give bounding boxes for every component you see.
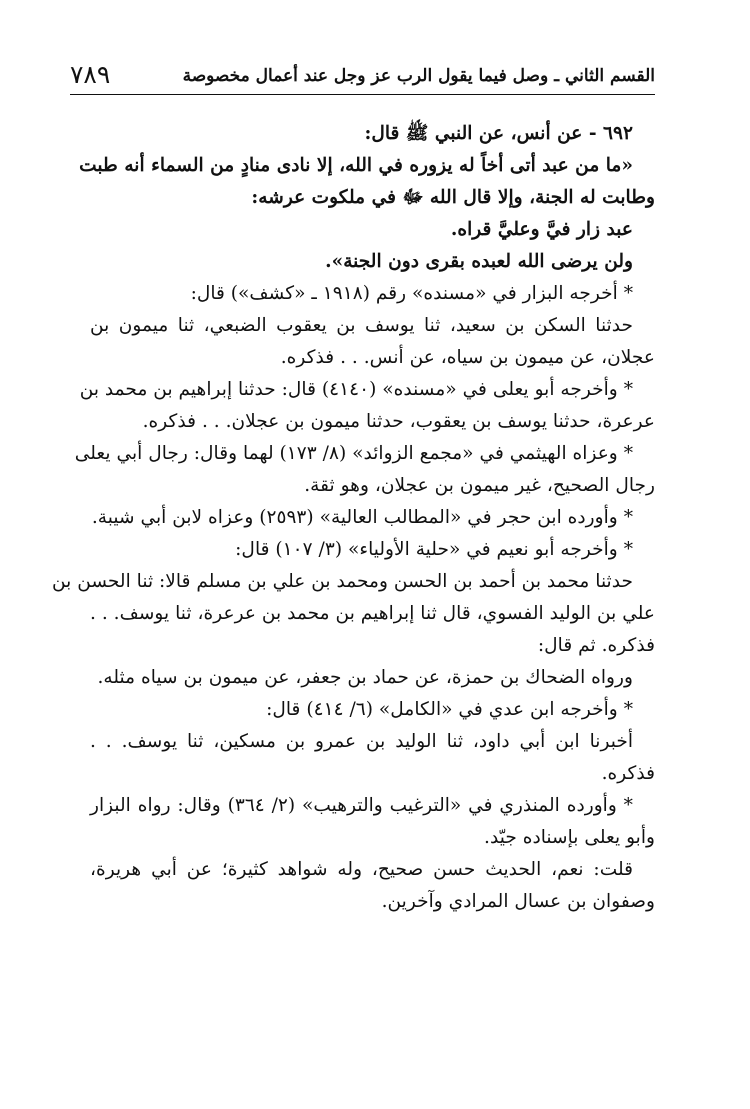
text-line: ولن يرضى الله لعبده بقرى دون الجنة». [325,251,633,272]
text-line: فذكره. [601,763,655,784]
text-line: وصفوان بن عسال المرادي وآخرين. [381,891,655,912]
running-title: القسم الثاني ـ وصل فيما يقول الرب عز وجل عند أعمال مخصوصة [175,62,655,90]
text-line: عجلان، عن ميمون بن سياه، عن أنس. . . فذكره. [280,347,655,368]
page-header [70,60,655,95]
text-line: وطابت له الجنة، وإلا قال الله ﷻ في ملكوت عرشه: [251,187,655,208]
text-line: * وأخرجه أبو يعلى في «مسنده» (٤١٤٠) قال: حدثنا إبراهيم بن محمد بن [79,379,633,400]
page-body [51,118,655,918]
text-line: فذكره. ثم قال: [537,635,655,656]
text-line: رجال الصحيح، غير ميمون بن عجلان، وهو ثقة. [304,475,655,496]
text-line: قلت: نعم، الحديث حسن صحيح، وله شواهد كثيرة؛ عن أبي هريرة، [90,859,633,880]
page-number: ٧٨٩ [70,60,111,89]
text-line: * وأورده ابن حجر في «المطالب العالية» (٢٥٩٣) وعزاه لابن أبي شيبة. [91,507,633,528]
text-line: ورواه الضحاك بن حمزة، عن حماد بن جعفر، عن ميمون بن سياه مثله. [97,667,633,688]
text-line: حدثنا السكن بن سعيد، ثنا يوسف بن يعقوب الضبعي، ثنا ميمون بن [90,315,633,336]
text-line: علي بن الوليد الفسوي، قال ثنا إبراهيم بن محمد بن عرعرة، ثنا يوسف. . . [90,603,655,624]
text-line: حدثنا محمد بن أحمد بن الحسن ومحمد بن علي بن مسلم قالا: ثنا الحسن بن [51,571,633,592]
text-line: ٦٩٢ - عن أنس، عن النبي ﷺ قال: [364,123,633,144]
text-line: * وأخرجه أبو نعيم في «حلية الأولياء» (٣/ ١٠٧) قال: [235,539,633,560]
text-line: * أخرجه البزار في «مسنده» رقم (١٩١٨ ـ «كشف») قال: [190,283,633,304]
text-line: وأبو يعلى بإسناده جيّد. [484,827,655,848]
text-line: عبد زار فيَّ وعليَّ قراه. [450,219,633,240]
text-line: أخبرنا ابن أبي داود، ثنا الوليد بن عمرو بن مسكين، ثنا يوسف. . . [90,731,633,752]
text-line: * وأورده المنذري في «الترغيب والترهيب» (٢/ ٣٦٤) وقال: رواه البزار [90,795,633,816]
text-line: «ما من عبد أتى أخاً له يزوره في الله، إلا نادى منادٍ من السماء أنه طبت [79,155,633,176]
text-line: * وأخرجه ابن عدي في «الكامل» (٦/ ٤١٤) قال: [266,699,633,720]
text-line: عرعرة، حدثنا يوسف بن يعقوب، حدثنا ميمون بن عجلان. . . فذكره. [142,411,655,432]
text-line: * وعزاه الهيثمي في «مجمع الزوائد» (٨/ ١٧٣) لهما وقال: رجال أبي يعلى [74,443,633,464]
